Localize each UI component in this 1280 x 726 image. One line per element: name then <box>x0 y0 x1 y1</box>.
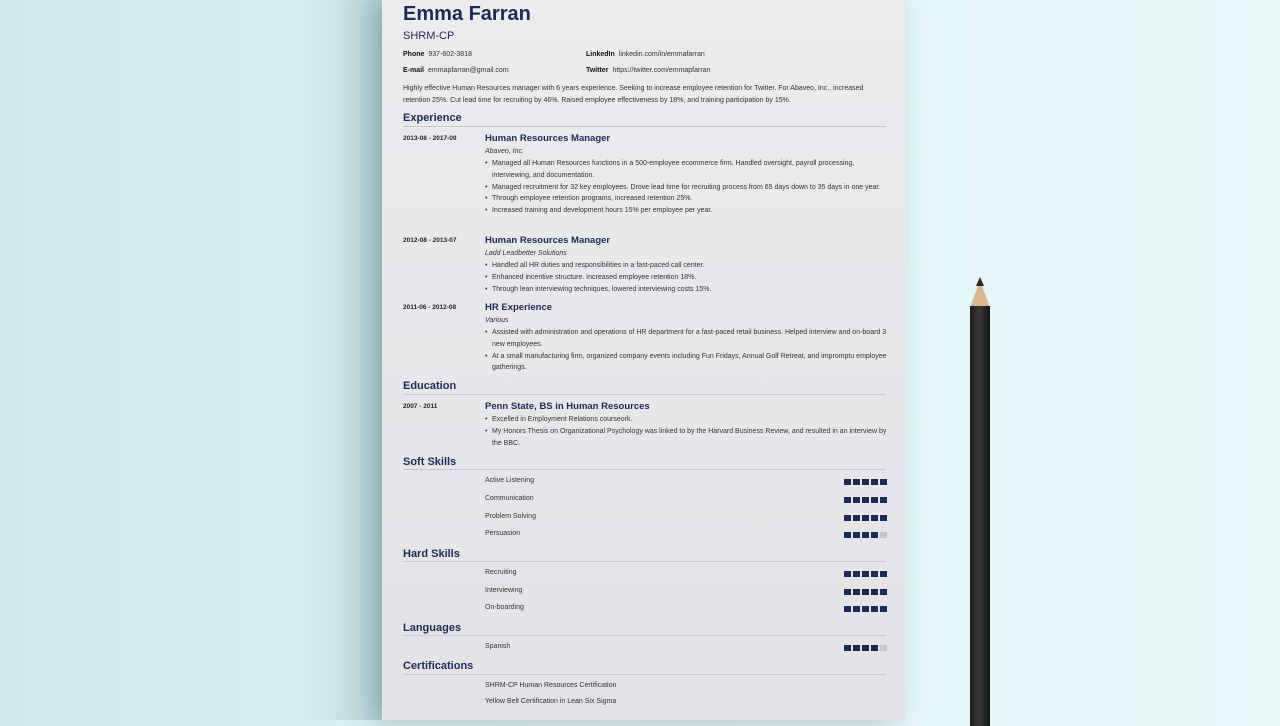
skill-name: Persuasion <box>485 530 521 537</box>
bullet-item: • Managed all Human Resources functions in a 500-employee ecommerce firm. Handled oversight, payroll processing, interviewing, and documentation. <box>485 158 887 182</box>
rating-square-filled <box>862 497 869 503</box>
education-dates: 2007 - 2011 <box>403 403 438 410</box>
experience-title: HR Experience <box>485 302 553 313</box>
skill-row <box>485 569 887 579</box>
bullet-item: • Excelled in Employment Relations courseork. <box>485 414 887 426</box>
skill-name: Problem Solving <box>485 513 536 520</box>
contact-phone <box>403 51 472 58</box>
bullet-item: • Handled all HR duties and responsibilities in a fast-paced call center. <box>485 260 887 272</box>
skill-rating <box>844 571 887 577</box>
rating-square-filled <box>844 571 851 577</box>
skill-name: Interviewing <box>485 587 523 594</box>
section-divider <box>403 126 886 127</box>
section-divider <box>403 394 886 395</box>
bullet-item: • Through employee retention programs, increased retention 25%. <box>485 193 887 205</box>
bullet-item: • Assisted with administration and operations of HR department for a fast-paced retail business. Helped interview and on-board 3 new employees. <box>485 327 887 351</box>
rating-square-filled <box>844 497 851 503</box>
section-divider <box>403 469 886 470</box>
skill-rating <box>844 497 887 503</box>
rating-square-filled <box>844 515 851 521</box>
experience-org: Ladd Leadbetter Solutions <box>485 250 567 257</box>
resume-name: Emma Farran <box>403 3 531 25</box>
bullet-item: • Through lean interviewing techniques, lowered interviewing costs 15%. <box>485 284 887 296</box>
contact-value[interactable]: linkedin.com/in/emmafarran <box>618 51 705 58</box>
section-divider <box>403 635 886 636</box>
skill-row <box>485 513 887 523</box>
contact-label: Twitter <box>586 67 609 74</box>
section-title-hard-skills: Hard Skills <box>403 548 460 560</box>
skill-name: Recruiting <box>485 569 517 576</box>
resume-subtitle: SHRM-CP <box>403 30 455 42</box>
rating-square-filled <box>853 606 860 612</box>
contact-value[interactable]: https://twitter.com/emmapfarran <box>612 67 711 74</box>
rating-square-filled <box>880 479 887 485</box>
rating-square-filled <box>880 571 887 577</box>
skill-rating <box>844 515 887 521</box>
rating-square-filled <box>844 479 851 485</box>
skill-name: Communication <box>485 495 534 502</box>
skill-row <box>485 604 887 614</box>
rating-square-filled <box>871 589 878 595</box>
education-bullets <box>485 414 887 449</box>
skill-rating <box>844 589 887 595</box>
rating-square-filled <box>871 606 878 612</box>
language-name: Spanish <box>485 643 511 650</box>
language-row <box>485 643 887 653</box>
skill-rating <box>844 532 887 538</box>
rating-square-filled <box>853 515 860 521</box>
rating-square-filled <box>880 606 887 612</box>
certification-item: Yellow Belt Certification in Lean Six Sigma <box>485 698 617 705</box>
experience-bullets <box>485 158 887 217</box>
contact-label: LinkedIn <box>586 51 615 58</box>
skill-rating <box>844 479 887 485</box>
rating-square-filled <box>871 479 878 485</box>
experience-dates: 2012-08 - 2013-07 <box>403 237 457 244</box>
rating-square-filled <box>871 515 878 521</box>
skill-row <box>485 495 887 505</box>
rating-square-filled <box>862 571 869 577</box>
rating-square-filled <box>853 479 860 485</box>
rating-square-filled <box>853 497 860 503</box>
skill-name: Active Listening <box>485 477 535 484</box>
experience-title: Human Resources Manager <box>485 133 611 144</box>
rating-square-empty <box>880 645 887 651</box>
section-title-education: Education <box>403 380 457 392</box>
section-divider <box>403 674 886 675</box>
bullet-item: • Managed recruitment for 32 key employees. Drove lead time for recruiting process from 65 days down to 35 days in one year. <box>485 182 887 194</box>
skill-name: On-boarding <box>485 604 524 611</box>
section-title-soft-skills: Soft Skills <box>403 456 457 468</box>
rating-square-filled <box>844 606 851 612</box>
rating-square-filled <box>862 589 869 595</box>
rating-square-filled <box>862 606 869 612</box>
skill-row <box>485 587 887 597</box>
section-divider <box>403 561 886 562</box>
skill-rating <box>844 606 887 612</box>
language-rating <box>844 645 887 651</box>
rating-square-filled <box>880 497 887 503</box>
section-title-certifications: Certifications <box>403 660 474 672</box>
resume-page <box>382 0 905 720</box>
rating-square-filled <box>871 497 878 503</box>
contact-email <box>403 67 509 74</box>
section-title-experience: Experience <box>403 112 462 124</box>
rating-square-filled <box>871 571 878 577</box>
bullet-item: • Increased training and development hours 15% per employee per year. <box>485 205 887 217</box>
contact-value[interactable]: emmapfarran@gmail.com <box>428 67 509 74</box>
skill-row <box>485 477 887 487</box>
rating-square-filled <box>853 571 860 577</box>
bullet-item: • Enhanced incentive structure. Increased employee retention 18%. <box>485 272 887 284</box>
experience-org: Various <box>485 317 509 324</box>
rating-square-filled <box>880 589 887 595</box>
rating-square-filled <box>853 532 860 538</box>
contact-label: E-mail <box>403 67 425 74</box>
rating-square-filled <box>871 645 878 651</box>
rating-square-filled <box>844 532 851 538</box>
rating-square-filled <box>871 532 878 538</box>
experience-dates: 2011-06 - 2012-08 <box>403 304 457 311</box>
experience-bullets <box>485 327 887 374</box>
experience-bullets <box>485 260 887 295</box>
rating-square-empty <box>880 532 887 538</box>
paper-shadow <box>300 0 390 720</box>
bullet-item: • My Honors Thesis on Organizational Psychology was linked to by the Harvard Business Review, and resulted in an interview by the BBC. <box>485 426 887 450</box>
pencil-lead <box>976 277 984 286</box>
experience-dates: 2013-08 - 2017-09 <box>403 135 457 142</box>
rating-square-filled <box>862 645 869 651</box>
section-title-languages: Languages <box>403 622 462 634</box>
rating-square-filled <box>844 645 851 651</box>
experience-org: Abaveo, Inc. <box>485 148 524 155</box>
rating-square-filled <box>844 589 851 595</box>
contact-value: 937-602-3818 <box>428 51 472 58</box>
rating-square-filled <box>853 589 860 595</box>
contact-linkedin <box>586 51 705 58</box>
rating-square-filled <box>880 515 887 521</box>
rating-square-filled <box>862 532 869 538</box>
bullet-item: • At a small manufacturing firm, organized company events including Fun Fridays, Annual Golf Retreat, and impromptu employee gatherings. <box>485 351 887 375</box>
pencil-body <box>970 306 990 726</box>
education-title: Penn State, BS in Human Resources <box>485 401 650 412</box>
certification-item: SHRM-CP Human Resources Certification <box>485 682 617 689</box>
rating-square-filled <box>853 645 860 651</box>
contact-label: Phone <box>403 51 425 58</box>
rating-square-filled <box>862 515 869 521</box>
rating-square-filled <box>862 479 869 485</box>
skill-row <box>485 530 887 540</box>
summary-text: Highly effective Human Resources manager with 6 years experience. Seeking to increase employee retention for Twitter. For Abaveo, Inc., increased retention 25%. Cut lead time for recruiting by 46%. Raised employee effectiveness by 18%, and training participation by 15%. <box>403 85 864 104</box>
experience-title: Human Resources Manager <box>485 235 611 246</box>
contact-twitter <box>586 67 710 74</box>
